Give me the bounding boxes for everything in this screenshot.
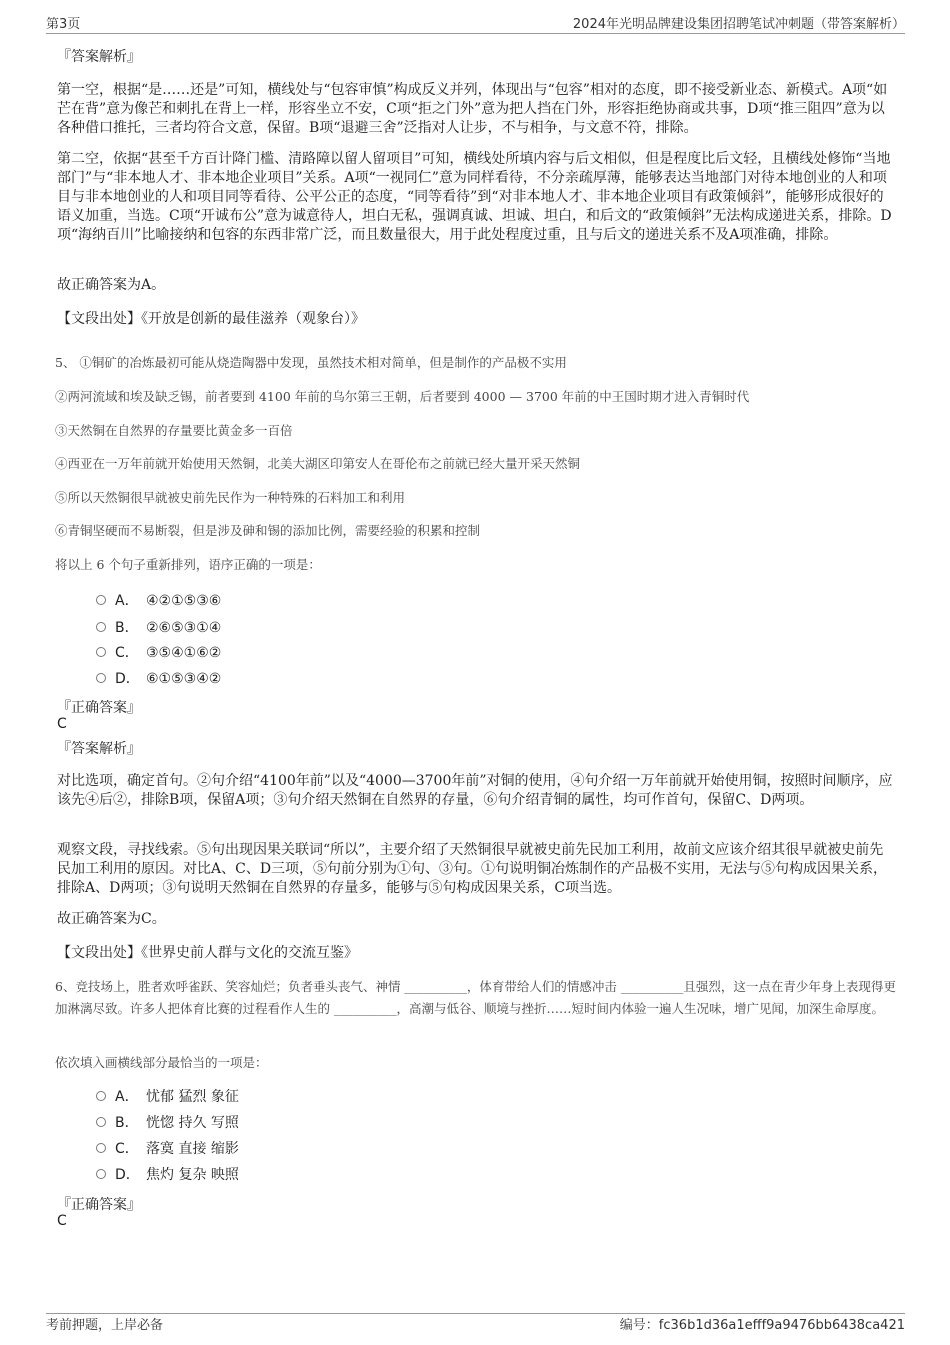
q5-sentence-3: ③天然铜在自然界的存量要比黄金多一百倍 xyxy=(55,423,293,438)
q4-analysis-para1: 第一空，根据“是……还是”可知，横线处与“包容审慎”构成反义并列，体现出与“包容”相对的态度，即不接受新业态、新模式。A项“如芒在背”意为像芒和刺扎在背上一样，形容坐立不安，C项“拒之门外”意为把人挡在门外，形容拒绝协商或共事，D项“推三阻四”意为以各种借口推托，三者均符合文意，保留。B项“退避三舍”泛指对人让步，不与相争，与文意不符，排除。 xyxy=(57,82,888,136)
q6-prompt: 依次填入画横线部分最恰当的一项是： xyxy=(55,1055,268,1070)
q5-sentence-2: ②两河流域和埃及缺乏锡，前者要到 4100 年前的乌尔第三王朝，后者要到 4000 — 3700 年前的中王国时期才进入青铜时代 xyxy=(55,389,750,404)
q5-sentence-5: ⑤所以天然铜很早就被史前先民作为一种特殊的石料加工和利用 xyxy=(55,490,406,505)
q4-analysis-para2: 第二空，依据“甚至千方百计降门槛、清路障以留人留项目”可知，横线处所填内容与后文相似，但是程度比后文轻，且横线处修饰“当地部门”与“非本地人才、非本地企业项目”关系。A项“一视同仁”意为同样看待，不分亲疏厚薄，能够表达当地部门对待本地创业的人和项目与非本地创业的人和项目同等看待、公平公正的态度，“同等看待”到“对非本地人才、非本地企业项目有政策倾斜”，能够形成很好的语义加重，当选。C项“开诚布公”意为诚意待人，坦白无私，强调真诚、坦诚、坦白，和后文的“政策倾斜”无法构成递进关系，排除。D项“海纳百川”比喻接纳和包容的东西非常广泛，而且数量很大，用于此处程度过重，且与后文的递进关系不及A项准确，排除。 xyxy=(57,151,892,243)
radio-icon[interactable] xyxy=(96,673,106,683)
q6-option-a[interactable] xyxy=(96,1087,239,1107)
radio-icon[interactable] xyxy=(96,1169,106,1179)
q5-analysis-para1: 对比选项，确定首句。②句介绍“4100年前”以及“4000—3700年前”对铜的使用，④句介绍一万年前就开始使用铜，按照时间顺序，应该先④后②，排除B项，保留A项；③句介绍天然铜在自然界的存量，⑥句介绍青铜的属性，均可作首句，保留C、D两项。 xyxy=(57,773,893,808)
q6-option-c[interactable] xyxy=(96,1139,239,1159)
q6-option-d[interactable] xyxy=(96,1165,239,1185)
q4-analysis-label: 『答案解析』 xyxy=(57,49,141,65)
radio-icon[interactable] xyxy=(96,1091,106,1101)
option-key: C． xyxy=(115,645,139,661)
option-key: B． xyxy=(115,1115,139,1131)
q5-option-d[interactable] xyxy=(96,669,221,689)
q6-option-b[interactable] xyxy=(96,1113,239,1133)
option-text: 忧郁 猛烈 象征 xyxy=(146,1089,239,1105)
radio-icon[interactable] xyxy=(96,595,106,605)
q5-analysis-label: 『答案解析』 xyxy=(57,741,141,757)
q5-stem: 5、 ①铜矿的冶炼最初可能从烧造陶器中发现，虽然技术相对简单，但是制作的产品极不实用 xyxy=(55,355,567,370)
option-text: ②⑥⑤③①④ xyxy=(146,620,222,636)
q5-source: 【文段出处】《世界史前人群与文化的交流互鉴》 xyxy=(57,945,358,961)
option-text: ③⑤④①⑥② xyxy=(146,645,222,661)
option-text: ⑥①⑤③④② xyxy=(146,671,222,687)
document-title: 2024年光明品牌建设集团招聘笔试冲刺题（带答案解析） xyxy=(572,17,905,32)
option-text: 焦灼 复杂 映照 xyxy=(146,1167,239,1183)
q5-analysis-para2: 观察文段，寻找线索。⑤句出现因果关联词“所以”，主要介绍了天然铜很早就被史前先民加工利用，故前文应该介绍其很早就被史前先民加工利用的原因。对比A、C、D三项，⑤句前分别为①句、③句。①句说明铜冶炼制作的产品极不实用，无法与⑤句构成因果关系，排除A、D两项；③句说明天然铜在自然界的存量多，能够与⑤句构成因果关系，C项当选。 xyxy=(57,842,888,896)
q5-option-b[interactable] xyxy=(96,618,221,638)
option-key: D． xyxy=(115,671,140,687)
option-key: D． xyxy=(115,1167,140,1183)
option-key: B． xyxy=(115,620,139,636)
q5-prompt: 将以上 6 个句子重新排列，语序正确的一项是： xyxy=(55,557,321,572)
q4-conclusion: 故正确答案为A。 xyxy=(57,277,166,293)
q5-sentence-6: ⑥青铜坚硬而不易断裂，但是涉及砷和锡的添加比例，需要经验的积累和控制 xyxy=(55,523,481,538)
q5-option-a[interactable] xyxy=(96,591,221,611)
radio-icon[interactable] xyxy=(96,647,106,657)
option-key: C． xyxy=(115,1141,139,1157)
document-code: 编号：fc36b1d36a1efff9a9476bb6438ca421 xyxy=(619,1318,905,1333)
q6-answer-label: 『正确答案』 xyxy=(57,1197,141,1213)
q5-answer-label: 『正确答案』 xyxy=(57,700,141,716)
option-key: A． xyxy=(115,1089,139,1105)
footer-slogan: 考前押题，上岸必备 xyxy=(46,1318,164,1333)
option-text: 落寞 直接 缩影 xyxy=(146,1141,239,1157)
q5-option-c[interactable] xyxy=(96,643,221,663)
q6-stem: 6、竞技场上，胜者欢呼雀跃、笑容灿烂；负者垂头丧气、神情 __________，体育带给人们的情感冲击 __________且强烈，这一点在青少年身上表现得更加淋漓尽致。许多人把体育比赛的过程看作人生的 __________，高潮与低谷、顺境与挫折……短时间内体验一遍人生况味，增广见闻，加深生命厚度。 xyxy=(55,979,896,1016)
radio-icon[interactable] xyxy=(96,1143,106,1153)
q5-sentence-4: ④西亚在一万年前就开始使用天然铜，北美大湖区印第安人在哥伦布之前就已经大量开采天然铜 xyxy=(55,456,581,471)
radio-icon[interactable] xyxy=(96,1117,106,1127)
radio-icon[interactable] xyxy=(96,622,106,632)
q4-source: 【文段出处】《开放是创新的最佳滋养（观象台）》 xyxy=(57,311,365,327)
q5-answer: C xyxy=(57,716,67,732)
option-text: 恍惚 持久 写照 xyxy=(146,1115,239,1131)
page-number: 第3页 xyxy=(46,17,81,32)
q5-conclusion: 故正确答案为C。 xyxy=(57,911,166,927)
option-key: A． xyxy=(115,593,139,609)
q6-answer: C xyxy=(57,1213,67,1229)
header-divider xyxy=(46,33,905,34)
option-text: ④②①⑤③⑥ xyxy=(146,593,222,609)
